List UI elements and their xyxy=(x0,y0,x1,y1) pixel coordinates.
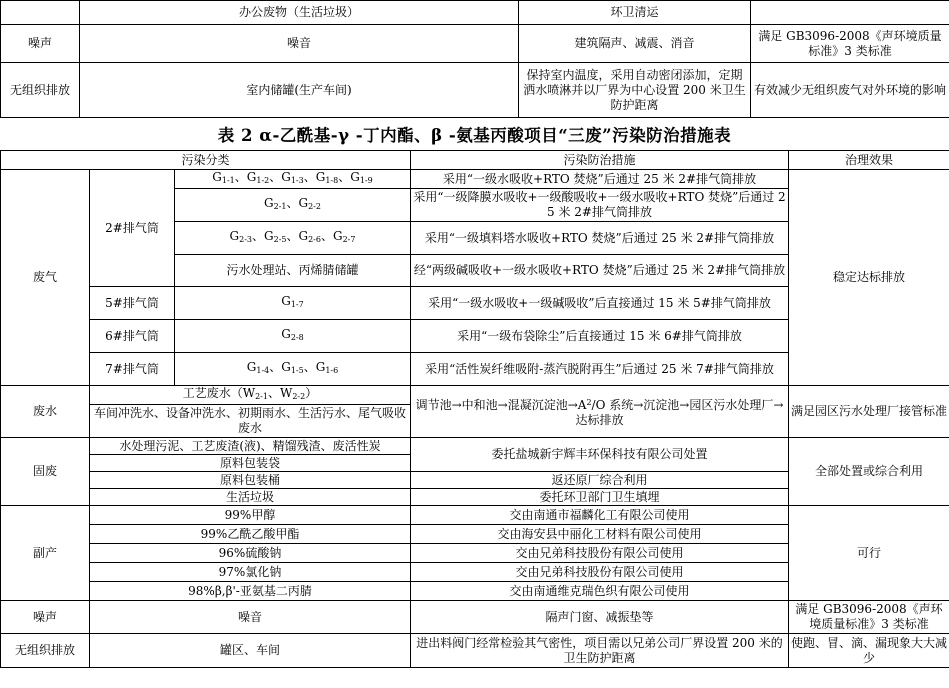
byproduct-source: 96%硫酸钠 xyxy=(90,544,411,563)
byproduct-measure: 交由海安县中丽化工材料有限公司使用 xyxy=(411,525,789,544)
fugitive-measure: 保持室内温度，采用自动密闭添加，定期洒水喷淋并以厂界为中心设置 200 米卫生防护距离 xyxy=(519,63,751,118)
water-effect: 满足园区污水处理厂接管标准 xyxy=(789,386,949,438)
byproduct-measure: 交由兄弟科技股份有限公司使用 xyxy=(411,544,789,563)
office-waste-cell: 办公废物（生活垃圾） xyxy=(80,1,519,25)
fugitive-effect: 使跑、冒、滴、漏现象大大减少 xyxy=(789,634,949,668)
table-title: 表 2 α-乙酰基-γ -丁内酯、β -氨基丙酸项目“三废”污染防治措施表 xyxy=(217,126,732,145)
noise-effect: 满足 GB3096-2008《声环境质量标准》3 类标准 xyxy=(751,25,949,63)
fugitive-label: 无组织排放 xyxy=(1,634,90,668)
sanitation-cell: 环卫清运 xyxy=(519,1,751,25)
header-effect: 治理效果 xyxy=(789,151,949,170)
table-row xyxy=(1,634,949,668)
fugitive-effect: 有效减少无组织废气对外环境的影响 xyxy=(751,63,949,118)
solid-source: 生活垃圾 xyxy=(90,489,411,506)
gas-source: $G_{2-1}$、$G_{2-2}$ xyxy=(175,189,411,222)
solid-measure: 返还原厂综合利用 xyxy=(411,472,789,489)
header-row xyxy=(1,151,949,170)
stack-2-label: 2#排气筒 xyxy=(90,170,175,287)
noise-source: 噪音 xyxy=(80,25,519,63)
noise-label: 噪声 xyxy=(1,601,90,634)
fugitive-source: 罐区、车间 xyxy=(90,634,411,668)
water-source-2: 车间冲洗水、设备冲洗水、初期雨水、生活污水、尾气吸收废水 xyxy=(90,405,411,438)
stack-7-label: 7#排气筒 xyxy=(90,353,175,386)
blank-cell xyxy=(1,1,80,25)
solid-source: 水处理污泥、工艺废渣(液)、精馏残渣、废活性炭 xyxy=(90,438,411,455)
byproduct-measure: 交由兄弟科技股份有限公司使用 xyxy=(411,563,789,582)
fugitive-measure: 进出料阀门经常检验其气密性，项目需以兄弟公司厂界设置 200 米的卫生防护距离 xyxy=(411,634,789,668)
gas-measure: 采用“一级填料塔水吸收+RTO 焚烧”后通过 25 米 2#排气筒排放 xyxy=(411,222,789,255)
table-row xyxy=(1,506,949,525)
noise-effect: 满足 GB3096-2008《声环境质量标准》3 类标准 xyxy=(789,601,949,634)
stack-5-label: 5#排气筒 xyxy=(90,287,175,320)
gas-measure: 采用“一级水吸收+RTO 焚烧”后通过 25 米 2#排气筒排放 xyxy=(411,170,789,189)
waste-gas-effect: 稳定达标排放 xyxy=(789,170,949,386)
solid-measure: 委托环卫部门卫生填埋 xyxy=(411,489,789,506)
noise-label: 噪声 xyxy=(1,25,80,63)
gas-source: $G_{1-7}$ xyxy=(175,287,411,320)
gas-source: $G_{1-4}$、$G_{1-5}$、$G_{1-6}$ xyxy=(175,353,411,386)
byproduct-source: 98%β,β'-亚氨基二丙腈 xyxy=(90,582,411,601)
previous-table-fragment xyxy=(0,0,949,118)
solid-effect: 全部处置或综合利用 xyxy=(789,438,949,506)
table-row xyxy=(1,386,949,405)
solid-waste-label: 固废 xyxy=(1,438,90,506)
fugitive-label: 无组织排放 xyxy=(1,63,80,118)
gas-measure: 采用“一级降膜水吸收+一级酸吸收+一级水吸收+RTO 焚烧”后通过 25 米 2#排气筒排放 xyxy=(411,189,789,222)
water-measure: 调节池→中和池→混凝沉淀池$\to A^2/O$ 系统→沉淀池→园区污水处理厂→达标排放 xyxy=(411,386,789,438)
solid-source: 原料包装袋 xyxy=(90,455,411,472)
byproduct-source: 97%氯化钠 xyxy=(90,563,411,582)
byproduct-measure: 交由南通维克瑞色织有限公司使用 xyxy=(411,582,789,601)
header-measures: 污染防治措施 xyxy=(411,151,789,170)
gas-source: 污水处理站、丙烯腈储罐 xyxy=(175,255,411,287)
gas-measure: 经“两级碱吸收+一级水吸收+RTO 焚烧”后通过 25 米 2#排气筒排放 xyxy=(411,255,789,287)
byproduct-measure: 交由南通市福麟化工有限公司使用 xyxy=(411,506,789,525)
table-row xyxy=(1,438,949,455)
stack-6-label: 6#排气筒 xyxy=(90,320,175,353)
gas-source: $G_{2-3}$、$G_{2-5}$、$G_{2-6}$、$G_{2-7}$ xyxy=(175,222,411,255)
solid-measure: 委托盐城新宇辉丰环保科技有限公司处置 xyxy=(411,438,789,472)
fugitive-source: 室内储罐(生产车间) xyxy=(80,63,519,118)
byproduct-label: 副产 xyxy=(1,506,90,601)
blank-cell xyxy=(751,1,949,25)
gas-measure: 采用“一级水吸收+一级碱吸收”后直接通过 15 米 5#排气筒排放 xyxy=(411,287,789,320)
byproduct-source: 99%乙酰乙酸甲酯 xyxy=(90,525,411,544)
byproduct-source: 99%甲醇 xyxy=(90,506,411,525)
noise-measure: 建筑隔声、减震、消音 xyxy=(519,25,751,63)
pollution-control-table xyxy=(0,150,949,668)
gas-source: $G_{1-1}$、$G_{1-2}$、$G_{1-3}$、$G_{1-8}$、$G_{1-9}$ xyxy=(175,170,411,189)
noise-measure: 隔声门窗、减振垫等 xyxy=(411,601,789,634)
gas-measure: 采用“一级布袋除尘”后直接通过 15 米 6#排气筒排放 xyxy=(411,320,789,353)
waste-water-label: 废水 xyxy=(1,386,90,438)
header-category: 污染分类 xyxy=(1,151,411,170)
gas-measure: 采用“活性炭纤维吸附-蒸汽脱附再生”后通过 25 米 7#排气筒排放 xyxy=(411,353,789,386)
solid-source: 原料包装桶 xyxy=(90,472,411,489)
table-row xyxy=(1,601,949,634)
waste-gas-label: 废气 xyxy=(1,170,90,386)
table-row xyxy=(1,170,949,189)
byproduct-effect: 可行 xyxy=(789,506,949,601)
water-source-1: 工艺废水（$W_{2-1}$、$W_{2-2}$） xyxy=(90,386,411,405)
gas-source: $G_{2-8}$ xyxy=(175,320,411,353)
noise-source: 噪音 xyxy=(90,601,411,634)
